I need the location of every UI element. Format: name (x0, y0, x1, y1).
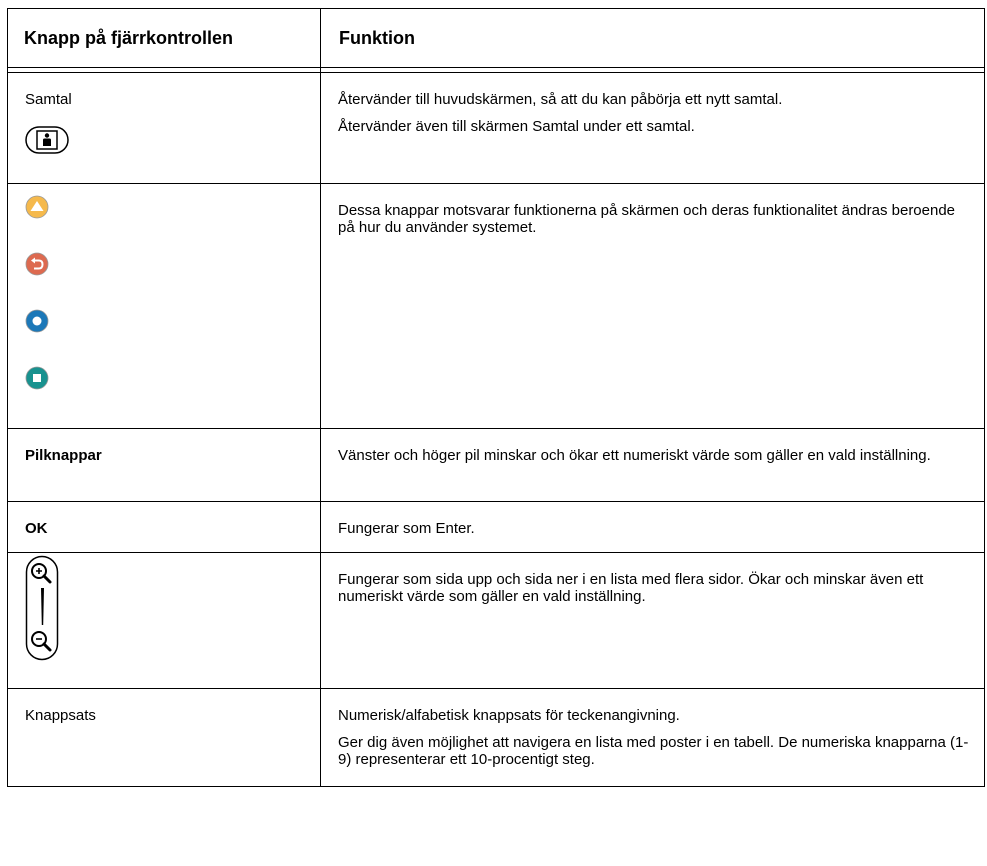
function-cell (321, 553, 985, 689)
call-button-icon (25, 126, 69, 154)
zoom-rocker-icon (25, 555, 59, 661)
function-text: Fungerar som Enter. (338, 520, 475, 537)
table-row (8, 689, 985, 787)
function-text: Återvänder till huvudskärmen, så att du kan påbörja ett nytt samtal. (338, 91, 783, 108)
header-button: Knapp på fjärrkontrollen (8, 9, 321, 68)
table-row (8, 184, 985, 429)
key-cell (8, 689, 321, 787)
function-text: Återvänder även till skärmen Samtal under ett samtal. (338, 118, 695, 135)
function-text: Dessa knappar motsvarar funktionerna på skärmen och deras funktionalitet ändras beroende på hur du använder systemet. (338, 202, 956, 236)
key-label: Knappsats (25, 707, 96, 724)
function-cell (321, 689, 985, 787)
teal-square-button-icon (25, 366, 49, 390)
function-cell (321, 73, 985, 184)
yellow-triangle-button-icon (25, 195, 49, 219)
key-label: OK (25, 520, 48, 537)
key-cell (8, 502, 321, 553)
table-row (8, 73, 985, 184)
key-cell (8, 73, 321, 184)
red-back-button-icon (25, 252, 49, 276)
function-cell (321, 502, 985, 553)
table-row (8, 553, 985, 689)
table-row (8, 429, 985, 502)
key-cell (8, 429, 321, 502)
function-text: Ger dig även möjlighet att navigera en lista med poster i en tabell. De numeriska knapparna (1-9) representerar ett 10-procentigt steg. (338, 734, 969, 768)
table-header-row (8, 9, 985, 68)
key-label: Pilknappar (25, 447, 102, 464)
remote-buttons-table (7, 8, 985, 787)
key-cell (8, 184, 321, 429)
table-row (8, 502, 985, 553)
function-cell (321, 429, 985, 502)
function-text: Fungerar som sida upp och sida ner i en lista med flera sidor. Ökar och minskar även ett numeriskt värde som gäller en vald inställning. (338, 571, 924, 605)
header-function: Funktion (321, 9, 985, 68)
function-cell (321, 184, 985, 429)
function-text: Numerisk/alfabetisk knappsats för teckenangivning. (338, 707, 680, 724)
key-label: Samtal (25, 91, 72, 108)
key-cell (8, 553, 321, 689)
function-text: Vänster och höger pil minskar och ökar ett numeriskt värde som gäller en vald inställning. (338, 447, 931, 464)
blue-circle-button-icon (25, 309, 49, 333)
